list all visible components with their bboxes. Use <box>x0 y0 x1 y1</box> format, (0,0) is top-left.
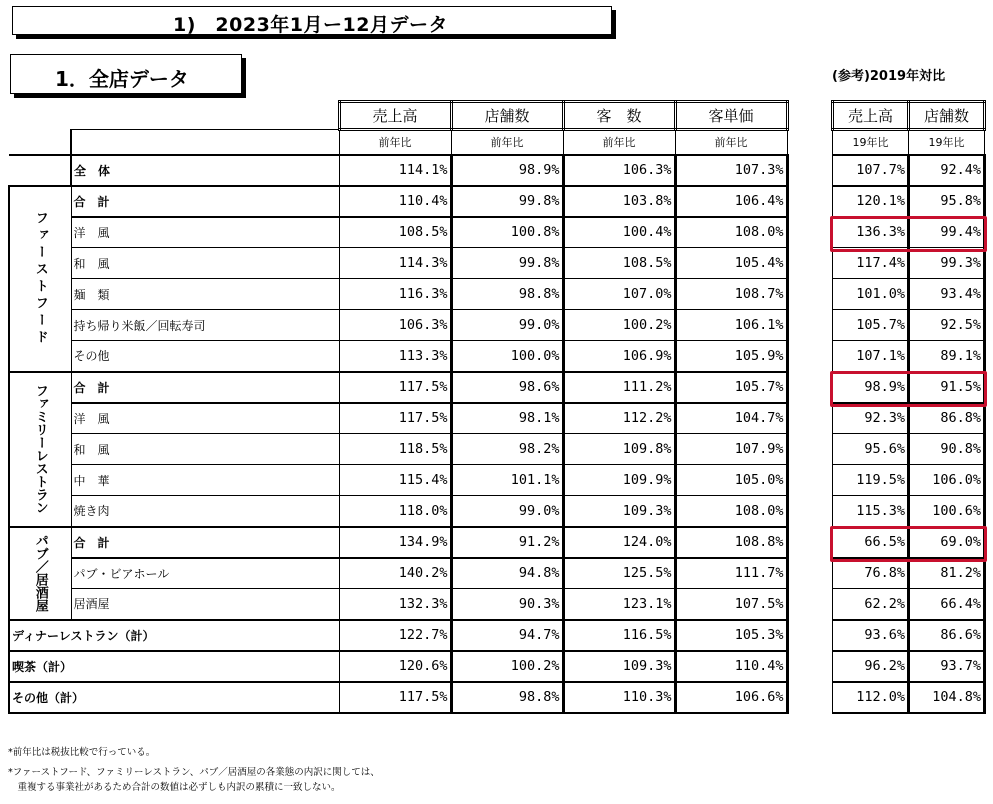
table-row <box>9 248 787 279</box>
ref-cell: 92.4% <box>909 155 985 186</box>
cell: 110.4% <box>675 651 787 682</box>
table-row <box>9 217 787 248</box>
cell: 106.3% <box>563 155 675 186</box>
table-row <box>9 310 787 341</box>
page-title-box <box>12 6 612 35</box>
table-row <box>9 403 787 434</box>
ref-cell: 104.8% <box>909 682 985 713</box>
cell: 113.3% <box>339 341 451 372</box>
cell: 100.0% <box>451 341 563 372</box>
ref-cell: 119.5% <box>833 465 909 496</box>
group-label-fast-food: ファーストフード <box>9 186 71 372</box>
cell: 116.3% <box>339 279 451 310</box>
group-label-pub: パブ／居酒屋 <box>9 527 71 620</box>
subheader-yoy: 前年比 <box>563 130 675 155</box>
ref-cell: 100.6% <box>909 496 985 527</box>
row-label: 合 計 <box>71 527 339 558</box>
cell: 122.7% <box>339 620 451 651</box>
cell: 100.8% <box>451 217 563 248</box>
table-row <box>9 589 787 620</box>
ref-cell: 99.3% <box>909 248 985 279</box>
note-line: 重複する事業社があるため合計の数値は必ずしも内訳の累積に一致しない。 <box>8 782 341 793</box>
ref-cell: 92.3% <box>833 403 909 434</box>
cell: 117.5% <box>339 372 451 403</box>
cell: 117.5% <box>339 403 451 434</box>
cell: 108.0% <box>675 496 787 527</box>
cell: 111.2% <box>563 372 675 403</box>
cell: 106.3% <box>339 310 451 341</box>
cell: 107.9% <box>675 434 787 465</box>
reference-label: (参考)2019年対比 <box>832 69 946 84</box>
table-row <box>9 434 787 465</box>
cell: 107.0% <box>563 279 675 310</box>
cell: 103.8% <box>563 186 675 217</box>
table-row <box>9 155 787 186</box>
cell: 109.8% <box>563 434 675 465</box>
ref-cell: 93.4% <box>909 279 985 310</box>
row-label: 持ち帰り米飯／回転寿司 <box>71 310 339 341</box>
row-label: ディナーレストラン（計） <box>9 620 339 651</box>
ref-cell: 92.5% <box>909 310 985 341</box>
row-label: 和 風 <box>71 248 339 279</box>
ref-subheader: 19年比 <box>909 130 985 155</box>
cell: 106.4% <box>675 186 787 217</box>
ref-cell: 90.8% <box>909 434 985 465</box>
ref-cell: 86.6% <box>909 620 985 651</box>
cell: 99.8% <box>451 248 563 279</box>
cell: 98.2% <box>451 434 563 465</box>
highlight-box-pub-total <box>830 526 987 562</box>
cell: 98.1% <box>451 403 563 434</box>
ref-cell: 136.3% <box>833 217 909 248</box>
ref-cell: 99.4% <box>909 217 985 248</box>
header-customers: 客 数 <box>563 102 675 130</box>
cell: 91.2% <box>451 527 563 558</box>
row-label: 洋 風 <box>71 217 339 248</box>
cell: 100.2% <box>563 310 675 341</box>
row-label: その他（計） <box>9 682 339 713</box>
ref-cell: 86.8% <box>909 403 985 434</box>
ref-cell: 81.2% <box>909 558 985 589</box>
cell: 108.7% <box>675 279 787 310</box>
ref-cell: 101.0% <box>833 279 909 310</box>
cell: 118.0% <box>339 496 451 527</box>
cell: 109.3% <box>563 651 675 682</box>
table-row <box>9 372 787 403</box>
ref-cell: 107.1% <box>833 341 909 372</box>
highlight-box-family-total <box>830 371 987 407</box>
cell: 118.5% <box>339 434 451 465</box>
cell: 99.0% <box>451 310 563 341</box>
ref-cell: 76.8% <box>833 558 909 589</box>
cell: 105.9% <box>675 341 787 372</box>
page-title: 1) 2023年1月ー12月データ <box>173 14 448 36</box>
cell: 107.3% <box>675 155 787 186</box>
note-line: *ファーストフード、ファミリーレストラン、パブ／居酒屋の各業態の内訳に関しては、 <box>8 767 380 778</box>
cell: 105.3% <box>675 620 787 651</box>
row-label: 全 体 <box>71 155 339 186</box>
row-label: パブ・ビアホール <box>71 558 339 589</box>
cell: 99.8% <box>451 186 563 217</box>
cell: 105.0% <box>675 465 787 496</box>
cell: 98.8% <box>451 279 563 310</box>
cell: 124.0% <box>563 527 675 558</box>
cell: 101.1% <box>451 465 563 496</box>
ref-cell: 98.9% <box>833 372 909 403</box>
ref-cell: 117.4% <box>833 248 909 279</box>
header-avg-spend: 客単価 <box>675 102 787 130</box>
ref-cell: 107.7% <box>833 155 909 186</box>
ref-cell: 95.6% <box>833 434 909 465</box>
cell: 107.5% <box>675 589 787 620</box>
cell: 132.3% <box>339 589 451 620</box>
ref-cell: 62.2% <box>833 589 909 620</box>
cell: 106.9% <box>563 341 675 372</box>
cell: 100.2% <box>451 651 563 682</box>
cell: 94.8% <box>451 558 563 589</box>
row-label: 合 計 <box>71 372 339 403</box>
cell: 98.6% <box>451 372 563 403</box>
cell: 94.7% <box>451 620 563 651</box>
cell: 108.5% <box>339 217 451 248</box>
group-label-family-restaurant: ファミリーレストラン <box>9 372 71 527</box>
highlight-box-western-fastfood <box>830 216 987 252</box>
ref-cell: 69.0% <box>909 527 985 558</box>
subheader-yoy: 前年比 <box>675 130 787 155</box>
table-row <box>9 527 787 558</box>
ref-cell: 96.2% <box>833 651 909 682</box>
main-data-table <box>8 100 789 714</box>
cell: 106.6% <box>675 682 787 713</box>
cell: 105.7% <box>675 372 787 403</box>
row-label: 和 風 <box>71 434 339 465</box>
cell: 109.9% <box>563 465 675 496</box>
ref-cell: 112.0% <box>833 682 909 713</box>
table-row <box>9 558 787 589</box>
cell: 106.1% <box>675 310 787 341</box>
cell: 112.2% <box>563 403 675 434</box>
cell: 110.4% <box>339 186 451 217</box>
ref-cell: 115.3% <box>833 496 909 527</box>
table-row <box>9 682 787 713</box>
cell: 98.9% <box>451 155 563 186</box>
cell: 114.1% <box>339 155 451 186</box>
row-label: 洋 風 <box>71 403 339 434</box>
cell: 105.4% <box>675 248 787 279</box>
cell: 115.4% <box>339 465 451 496</box>
cell: 98.8% <box>451 682 563 713</box>
cell: 125.5% <box>563 558 675 589</box>
ref-header-stores: 店舗数 <box>909 102 985 130</box>
row-label: 喫茶（計） <box>9 651 339 682</box>
cell: 110.3% <box>563 682 675 713</box>
header-stores: 店舗数 <box>451 102 563 130</box>
subheader-yoy: 前年比 <box>451 130 563 155</box>
subheader-yoy: 前年比 <box>339 130 451 155</box>
cell: 90.3% <box>451 589 563 620</box>
section-title: 1．全店データ <box>55 67 189 91</box>
ref-cell: 120.1% <box>833 186 909 217</box>
ref-cell: 105.7% <box>833 310 909 341</box>
ref-cell: 95.8% <box>909 186 985 217</box>
cell: 116.5% <box>563 620 675 651</box>
ref-header-sales: 売上高 <box>833 102 909 130</box>
header-sales: 売上高 <box>339 102 451 130</box>
ref-cell: 93.6% <box>833 620 909 651</box>
row-label: 麺 類 <box>71 279 339 310</box>
cell: 117.5% <box>339 682 451 713</box>
table-row <box>9 620 787 651</box>
row-label: 焼き肉 <box>71 496 339 527</box>
ref-cell: 66.4% <box>909 589 985 620</box>
section-title-box <box>10 54 242 94</box>
table-row <box>9 496 787 527</box>
table-row <box>9 341 787 372</box>
ref-cell: 106.0% <box>909 465 985 496</box>
row-label: その他 <box>71 341 339 372</box>
cell: 109.3% <box>563 496 675 527</box>
table-row <box>9 186 787 217</box>
row-label: 合 計 <box>71 186 339 217</box>
cell: 100.4% <box>563 217 675 248</box>
cell: 104.7% <box>675 403 787 434</box>
row-label: 居酒屋 <box>71 589 339 620</box>
ref-cell: 91.5% <box>909 372 985 403</box>
cell: 123.1% <box>563 589 675 620</box>
ref-cell: 89.1% <box>909 341 985 372</box>
cell: 99.0% <box>451 496 563 527</box>
cell: 120.6% <box>339 651 451 682</box>
note-line: *前年比は税抜比較で行っている。 <box>8 747 156 758</box>
table-row <box>9 279 787 310</box>
row-label: 中 華 <box>71 465 339 496</box>
ref-cell: 93.7% <box>909 651 985 682</box>
ref-cell: 66.5% <box>833 527 909 558</box>
table-row <box>9 465 787 496</box>
cell: 108.5% <box>563 248 675 279</box>
cell: 140.2% <box>339 558 451 589</box>
cell: 134.9% <box>339 527 451 558</box>
cell: 111.7% <box>675 558 787 589</box>
ref-subheader: 19年比 <box>833 130 909 155</box>
cell: 108.8% <box>675 527 787 558</box>
cell: 108.0% <box>675 217 787 248</box>
cell: 114.3% <box>339 248 451 279</box>
table-row <box>9 651 787 682</box>
